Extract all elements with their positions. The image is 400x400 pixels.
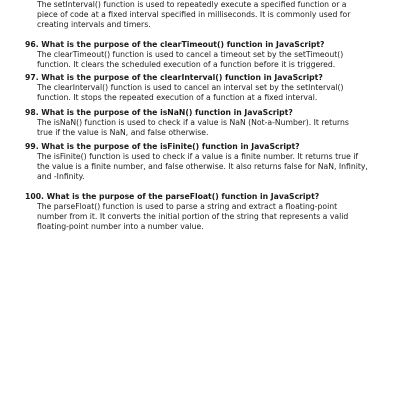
intro-paragraph <box>37 0 382 30</box>
intro-line: creating intervals and timers. <box>37 19 151 29</box>
qa-item-97 <box>25 73 380 103</box>
answer-line: function. It stops the repeated execution of a function at a fixed interval. <box>37 92 318 102</box>
answer-97 <box>25 83 380 103</box>
answer-line: floating-point number into a number value. <box>37 221 204 231</box>
answer-line: true if the value is NaN, and false otherwise. <box>37 127 209 137</box>
qa-item-98 <box>25 108 380 138</box>
answer-line: the value is a finite number, and false otherwise. It also returns false for NaN, Infinity, <box>37 161 368 171</box>
question-100: 100. What is the purpose of the parseFloat() function in JavaScript? <box>25 192 320 201</box>
answer-line: The isNaN() function is used to check if a value is NaN (Not-a-Number). It returns <box>37 117 349 127</box>
answer-100 <box>25 202 380 232</box>
answer-line: and -Infinity. <box>37 171 85 181</box>
answer-line: The clearTimeout() function is used to cancel a timeout set by the setTimeout() <box>37 49 344 59</box>
intro-line: The setInterval() function is used to repeatedly execute a specified function or a <box>37 0 347 9</box>
answer-line: The isFinite() function is used to check if a value is a finite number. It returns true if <box>37 151 359 161</box>
answer-98 <box>25 118 380 138</box>
intro-line: piece of code at a fixed interval specified in milliseconds. It is commonly used for <box>37 9 351 19</box>
qa-item-99 <box>25 142 380 182</box>
question-98: 98. What is the purpose of the isNaN() function in JavaScript? <box>25 108 293 117</box>
question-96: 96. What is the purpose of the clearTimeout() function in JavaScript? <box>25 40 325 49</box>
answer-line: function. It clears the scheduled execution of a function before it is triggered. <box>37 59 336 69</box>
question-99: 99. What is the purpose of the isFinite() function in JavaScript? <box>25 142 300 151</box>
qa-item-96 <box>25 40 380 70</box>
answer-line: The clearInterval() function is used to cancel an interval set by the setInterval() <box>37 82 344 92</box>
answer-99 <box>25 152 380 182</box>
answer-96 <box>25 50 380 70</box>
question-97: 97. What is the purpose of the clearInterval() function in JavaScript? <box>25 73 323 82</box>
qa-item-100 <box>25 192 380 232</box>
answer-line: number from it. It converts the initial portion of the string that represents a valid <box>37 211 349 221</box>
answer-line: The parseFloat() function is used to parse a string and extract a floating-point <box>37 201 338 211</box>
